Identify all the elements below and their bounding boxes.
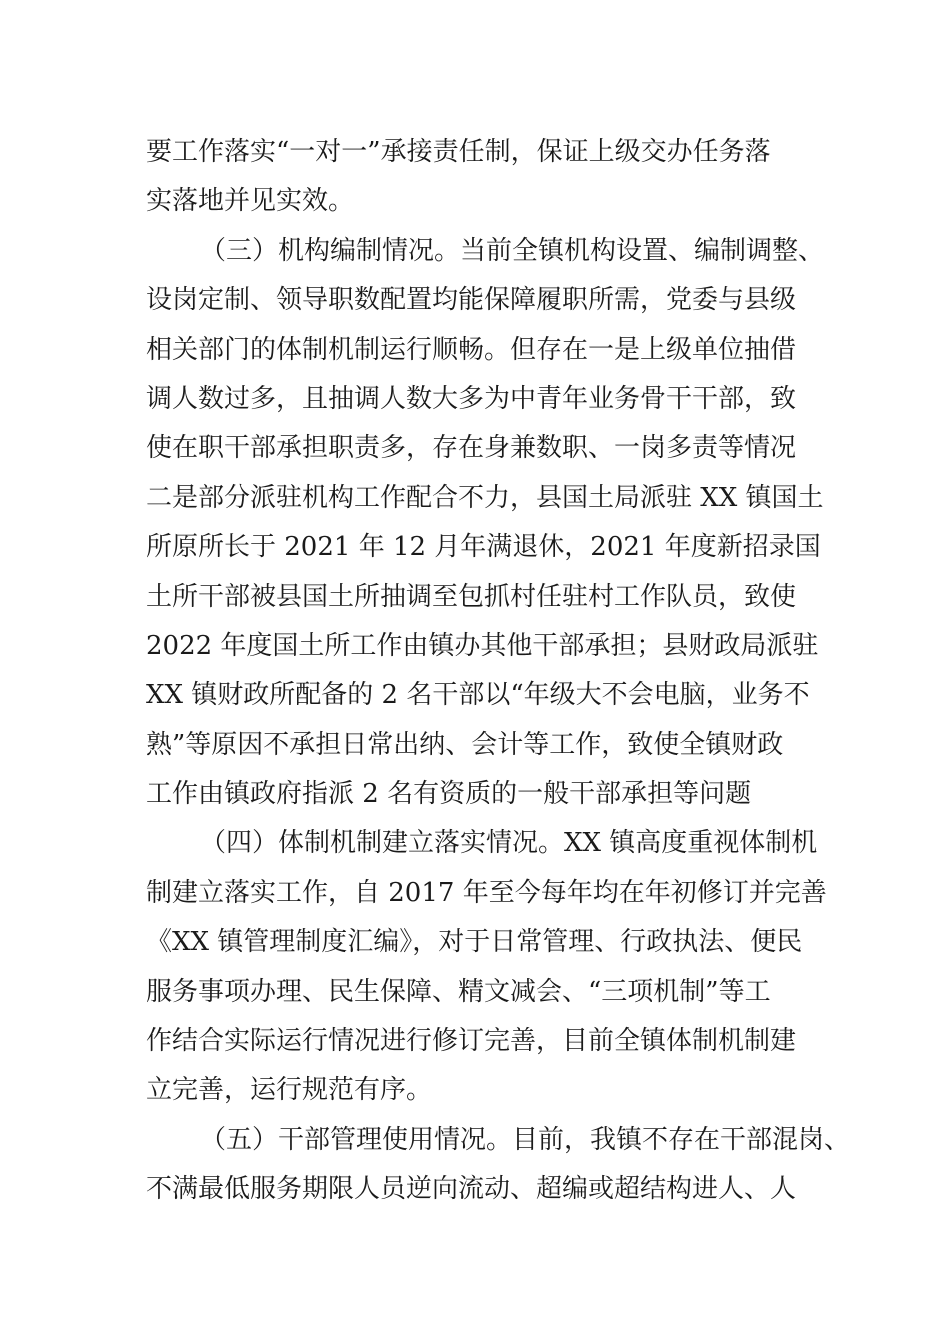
text-line: XX 镇财政所配备的 2 名干部以“年级大不会电脑，业务不 — [146, 680, 810, 711]
text-line: 立完善，运行规范有序。 — [146, 1075, 433, 1106]
section-heading-line: （五）干部管理使用情况。目前，我镇不存在干部混岗、 — [200, 1124, 851, 1155]
text-line: 制建立落实工作，自 2017 年至今每年均在年初修订并完善 — [146, 877, 827, 908]
text-line: 相关部门的体制机制运行顺畅。但存在一是上级单位抽借 — [146, 334, 797, 365]
text-line: 设岗定制、领导职数配置均能保障履职所需，党委与县级 — [146, 285, 797, 316]
section-heading-line: （三）机构编制情况。当前全镇机构设置、编制调整、 — [200, 235, 825, 266]
text-line: 二是部分派驻机构工作配合不力，县国土局派驻 XX 镇国土 — [146, 482, 824, 513]
text-line: 2022 年度国土所工作由镇办其他干部承担；县财政局派驻 — [146, 630, 819, 661]
text-line: 不满最低服务期限人员逆向流动、超编或超结构进人、人 — [146, 1174, 797, 1205]
text-line: 熟”等原因不承担日常出纳、会计等工作，致使全镇财政 — [146, 729, 784, 760]
text-line: 要工作落实“一对一”承接责任制，保证上级交办任务落 — [146, 137, 771, 167]
text-line: 服务事项办理、民生保障、精文减会、“三项机制”等工 — [146, 976, 771, 1007]
text-line: 《XX 镇管理制度汇编》，对于日常管理、行政执法、便民 — [146, 927, 803, 958]
section-heading-line: （四）体制机制建立落实情况。XX 镇高度重视体制机 — [200, 828, 818, 859]
text-line: 实落地并见实效。 — [146, 186, 355, 217]
text-line: 使在职干部承担职责多，存在身兼数职、一岗多责等情况 — [146, 433, 797, 464]
text-line: 土所干部被县国土所抽调至包抓村任驻村工作队员，致使 — [146, 581, 797, 612]
text-line: 工作由镇政府指派 2 名有资质的一般干部承担等问题 — [146, 779, 752, 810]
text-line: 作结合实际运行情况进行修订完善，目前全镇体制机制建 — [146, 1026, 797, 1057]
text-line: 所原所长于 2021 年 12 月年满退休，2021 年度新招录国 — [146, 532, 821, 563]
body-text — [146, 128, 851, 1215]
text-line: 调人数过多，且抽调人数大多为中青年业务骨干干部，致 — [146, 383, 797, 414]
